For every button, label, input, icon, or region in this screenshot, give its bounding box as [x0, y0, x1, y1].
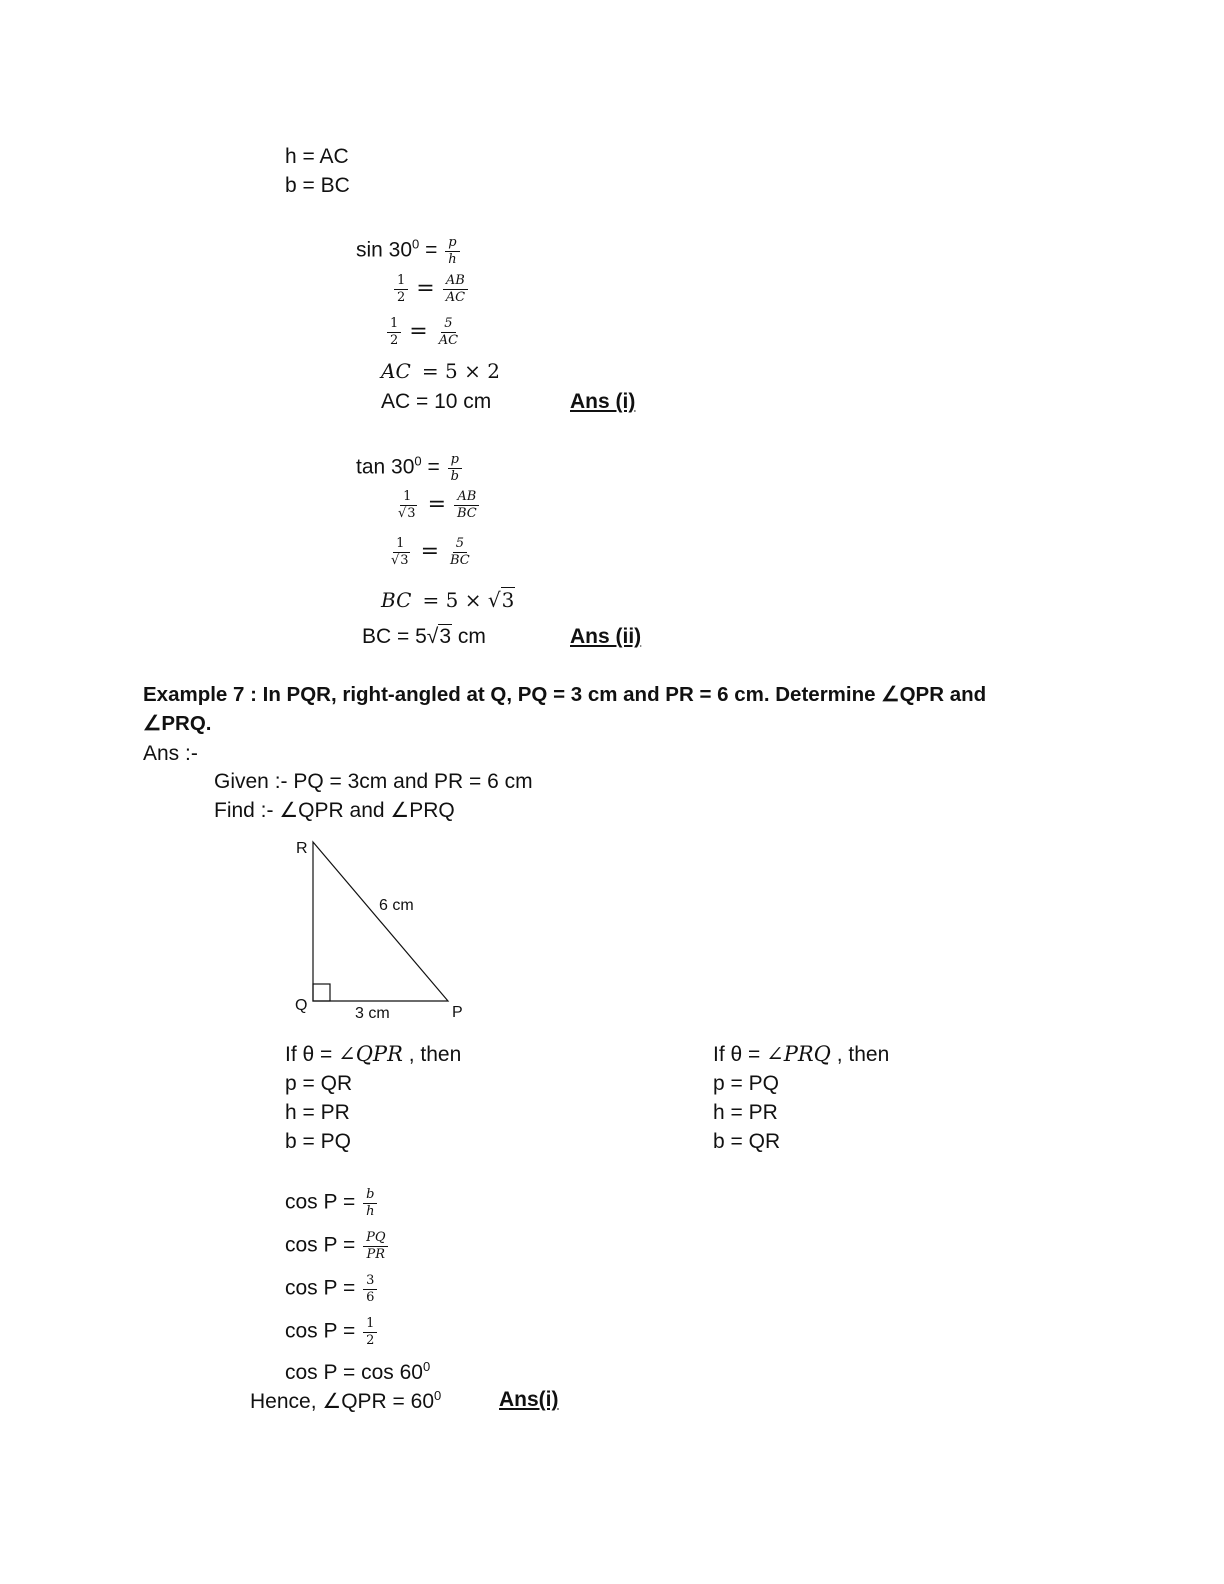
- tan-eq-line4: BC = 5 × √3: [381, 588, 515, 612]
- hence-result: Hence, ∠QPR = $60^0$: [250, 1388, 442, 1413]
- cos-line4: cos P = $\frac{1}{2}$: [285, 1317, 379, 1347]
- fraction-p-over-h: $\frac{p}{h}$: [445, 236, 459, 266]
- tan-result: BC = 5√3 cm: [362, 625, 486, 648]
- case-left-h: h = PR: [285, 1101, 350, 1124]
- answer-label-i: Ans (i): [570, 390, 636, 413]
- triangle-pqr-diagram: [280, 830, 480, 1030]
- tan-eq-line2: $\frac{1}{√3}$ = $\frac{AB}{BC}$: [393, 490, 482, 520]
- sin-eq-line4: AC = 5 × 2: [381, 359, 500, 383]
- cos-line1: cos P = $\frac{b}{h}$: [285, 1188, 379, 1218]
- sin-eq-line3: $\frac{1}{2}$ = $\frac{5}{AC}$: [385, 317, 463, 347]
- sin-eq-line1: $\sin 30^0$ = $\frac{p}{h}$: [356, 236, 462, 266]
- case-left-condition: If θ = ∠QPR , then: [285, 1042, 462, 1066]
- example-7-title-line1: Example 7 : In PQR, right-angled at Q, PQ = 3 cm and PR = 6 cm. Determine ∠QPR and: [143, 683, 987, 706]
- example-7-title-line2: ∠PRQ.: [143, 712, 212, 735]
- case-right-b: b = QR: [713, 1130, 781, 1153]
- vertex-label-p: P: [452, 1004, 463, 1021]
- tan-eq-line3: $\frac{1}{√3}$ = $\frac{5}{BC}$: [391, 536, 470, 568]
- case-right-h: h = PR: [713, 1101, 778, 1124]
- vertex-label-r: R: [296, 840, 308, 857]
- vertex-label-q: Q: [295, 997, 308, 1014]
- answer-label-example7-i: Ans(i): [499, 1388, 559, 1411]
- find-line: Find :- ∠QPR and ∠PRQ: [214, 799, 455, 822]
- definition-b: b = BC: [285, 174, 350, 197]
- fraction-p-over-b: $\frac{p}{b}$: [448, 453, 462, 483]
- tan-eq-line1: $\tan 30^0$ = $\frac{p}{b}$: [356, 453, 464, 483]
- sin-eq-line2: $\frac{1}{2}$ = $\frac{AB}{AC}$: [392, 274, 470, 304]
- case-left-p: p = QR: [285, 1072, 353, 1095]
- cos-line2: cos P = $\frac{PQ}{PR}$: [285, 1231, 390, 1261]
- case-right-p: p = PQ: [713, 1072, 779, 1095]
- ans-label: Ans :-: [143, 742, 198, 765]
- sin-result: AC = 10 cm: [381, 390, 492, 413]
- hypotenuse-label: 6 cm: [379, 897, 414, 914]
- definition-h: h = AC: [285, 145, 349, 168]
- case-right-condition: If θ = ∠PRQ , then: [713, 1042, 890, 1066]
- cos-line5: $\cos P = \cos 60^0$: [285, 1359, 431, 1384]
- case-left-b: b = PQ: [285, 1130, 351, 1153]
- answer-label-ii: Ans (ii): [570, 625, 642, 648]
- cos-line3: cos P = $\frac{3}{6}$: [285, 1274, 379, 1304]
- given-line: Given :- PQ = 3cm and PR = 6 cm: [214, 770, 533, 793]
- base-label: 3 cm: [355, 1005, 390, 1022]
